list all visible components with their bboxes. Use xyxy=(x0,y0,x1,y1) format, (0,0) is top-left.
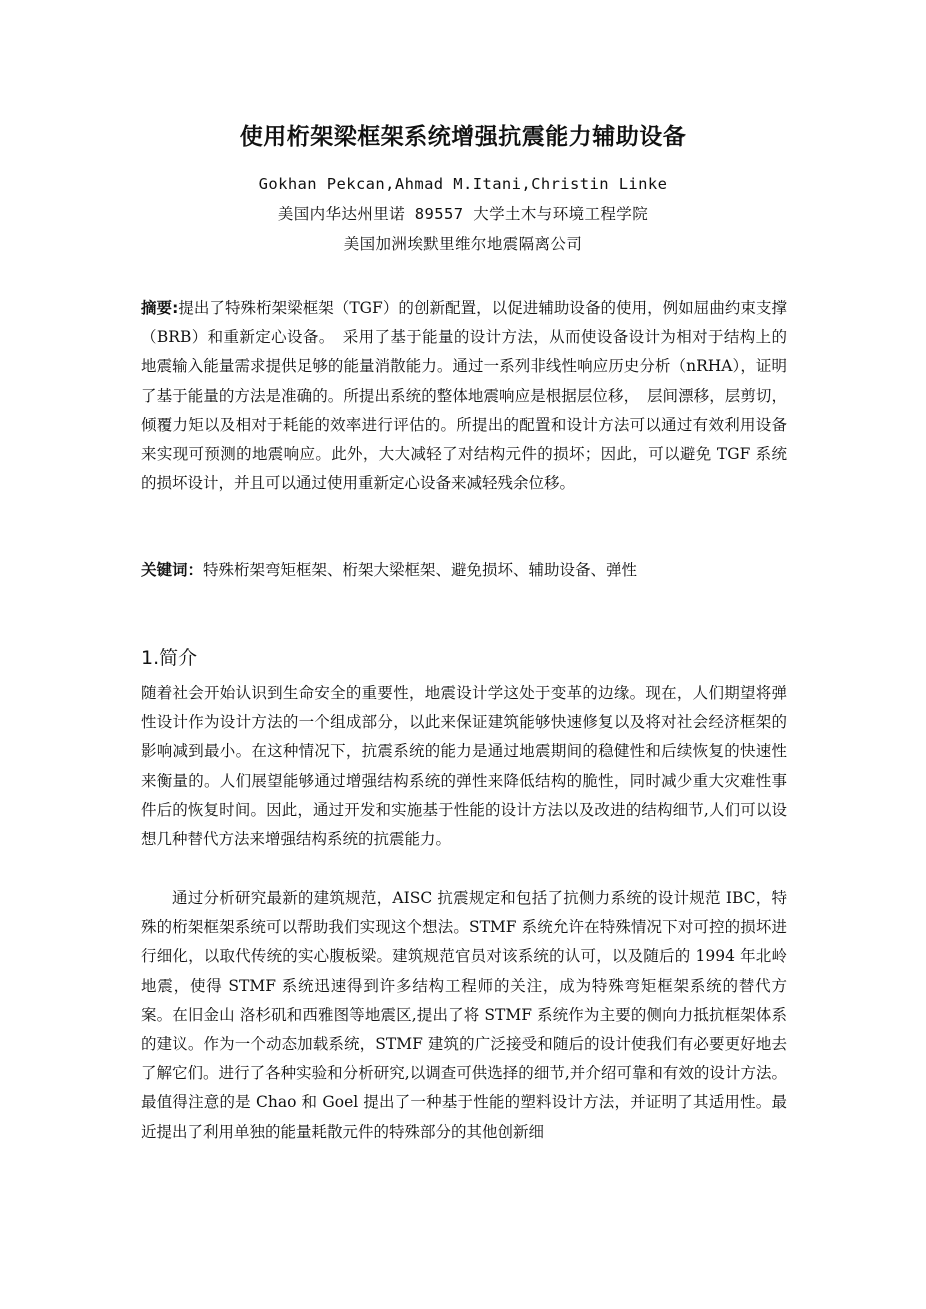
keywords-label: 关键词： xyxy=(141,561,204,579)
abstract-label: 摘要: xyxy=(141,299,179,317)
keywords xyxy=(141,556,787,585)
author-list: Gokhan Pekcan,Ahmad M.Itani,Christin Linke xyxy=(258,175,668,193)
intro-paragraph-2: 通过分析研究最新的建筑规范，AISC 抗震规定和包括了抗侧力系统的设计规范 IBC，特殊的桁架框架系统可以帮助我们实现这个想法。STMF 系统允许在特殊情况下对可控的损坏进行细化，以取代传统的实心腹板梁。建筑规范官员对该系统的认可，以及随后的 1994 年北岭地震，使得 STMF 系统迅速得到许多结构工程师的关注，成为特殊弯矩框架系统的替代方案。在旧金山 洛杉矶和西雅图等地震区,提出了将 STMF 系统作为主要的侧向力抵抗框架体系的建议。作为一个动态加载系统，STMF 建筑的广泛接受和随后的设计使我们有必要更好地去了解它们。进行了各种实验和分析研究,以调查可供选择的细节,并介绍可靠和有效的设计方法。最值得注意的是 Chao 和 Goel 提出了一种基于性能的塑料设计方法，并证明了其适用性。最近提出了利用单独的能量耗散元件的特殊部分的其他创新细 xyxy=(141,889,787,1141)
affiliation-company: 美国加洲埃默里维尔地震隔离公司 xyxy=(343,235,583,253)
section-heading-introduction: 1.简介 xyxy=(141,647,198,669)
affiliation-university: 美国内华达州里诺 89557 大学土木与环境工程学院 xyxy=(277,205,649,223)
abstract-text: 提出了特殊桁架梁框架（TGF）的创新配置，以促进辅助设备的使用，例如屈曲约束支撑（BRB）和重新定心设备。 采用了基于能量的设计方法，从而使设备设计为相对于结构上的地震输入能量需求提供足够的能量消散能力。通过一系列非线性响应历史分析（nRHA），证明了基于能量的方法是准确的。所提出系统的整体地震响应是根据层位移， 层间漂移，层剪切，倾覆力矩以及相对于耗能的效率进行评估的。所提出的配置和设计方法可以通过有效利用设备 来实现可预测的地震响应。此外，大大减轻了对结构元件的损坏；因此，可以避免 TGF 系统的损坏设计，并且可以通过使用重新定心设备来减轻残余位移。 xyxy=(141,299,803,493)
intro-paragraph-1: 随着社会开始认识到生命安全的重要性，地震设计学这处于变革的边缘。现在，人们期望将弹性设计作为设计方法的一个组成部分，以此来保证建筑能够快速修复以及将对社会经济框架的影响减到最小。在这种情况下，抗震系统的能力是通过地震期间的稳健性和后续恢复的快速性来衡量的。人们展望能够通过增强结构系统的弹性来降低结构的脆性，同时减少重大灾难性事件后的恢复时间。因此，通过开发和实施基于性能的设计方法以及改进的结构细节,人们可以设想几种替代方法来增强结构系统的抗震能力。 xyxy=(141,684,787,849)
abstract xyxy=(141,294,803,498)
keywords-text: 特殊桁架弯矩框架、桁架大梁框架、避免损坏、辅助设备、弹性 xyxy=(203,561,638,579)
paper-title: 使用桁架梁框架系统增强抗震能力辅助设备 xyxy=(239,124,687,150)
